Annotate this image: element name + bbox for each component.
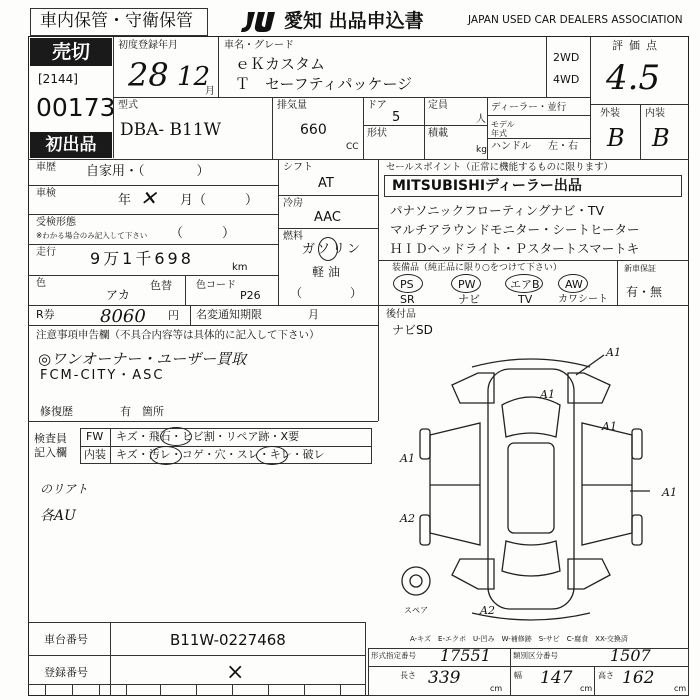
model-label: 型式 bbox=[118, 100, 138, 111]
equipment-ps: PS bbox=[400, 278, 414, 291]
fuel-gas-circle bbox=[318, 237, 338, 261]
equipment-aw-circle bbox=[558, 274, 588, 293]
section-divider bbox=[28, 159, 689, 160]
damage-mark-5: A2 bbox=[400, 512, 415, 525]
color-value: アカ bbox=[106, 288, 130, 302]
width-value: 147 bbox=[540, 668, 573, 688]
displacement-unit: CC bbox=[346, 142, 359, 152]
width-label: 幅 bbox=[514, 671, 522, 680]
new-record-value: 有・無 bbox=[626, 285, 663, 299]
sales-points-label: セールスポイント（正常に機能するものに限ります） bbox=[386, 162, 614, 173]
equipment-navi: ナビ bbox=[458, 293, 480, 306]
length-value: 339 bbox=[428, 668, 461, 688]
damage-mark-2: A1 bbox=[540, 388, 555, 401]
notes-label: 注意事項申告欄（不具合内容等は具体的に記入して下さい） bbox=[36, 329, 320, 341]
after-market-label: 後付品 bbox=[386, 309, 416, 320]
doors-label: ドア bbox=[367, 100, 387, 111]
model-value: DBA- B11W bbox=[120, 120, 222, 140]
inspector-row1-head: FW bbox=[86, 430, 104, 443]
grade-line2: Ｔ セーフティパッケージ bbox=[235, 75, 413, 93]
damage-mark-6: A2 bbox=[480, 604, 495, 617]
inspector-row2-head: 内装 bbox=[84, 448, 106, 461]
inspector-label2: 記入欄 bbox=[34, 446, 67, 459]
capacity-unit: 人 bbox=[476, 114, 486, 125]
color-code-label: 色コード bbox=[196, 280, 236, 291]
handle-label: ハンドル bbox=[491, 141, 531, 152]
plate-label: 登録番号 bbox=[44, 666, 88, 679]
shift-value: AT bbox=[318, 176, 334, 191]
accepted-note: ※わかる場合のみ記入して下さい bbox=[36, 231, 148, 240]
equipment-label: 装備品（純正品に限り○をつけて下さい） bbox=[392, 263, 562, 273]
color-label: 色 bbox=[36, 278, 46, 289]
repair-value: 有 箇所 bbox=[120, 405, 164, 418]
inspector-hand-note1: のリアト bbox=[40, 482, 89, 496]
exterior-grade: B bbox=[607, 124, 625, 152]
ac-label: 冷房 bbox=[283, 198, 303, 209]
load-label: 積載 bbox=[428, 128, 448, 139]
fuel-label: 燃料 bbox=[283, 231, 303, 242]
equipment-aw: AW bbox=[565, 278, 583, 291]
drive-2wd: 2WD bbox=[553, 51, 580, 64]
damage-mark-7: A1 bbox=[602, 420, 617, 433]
damage-mark-1: A1 bbox=[606, 346, 621, 359]
repair-label: 修復歴 bbox=[40, 405, 73, 418]
registration-month-unit: 月 bbox=[205, 86, 215, 97]
color-code: P26 bbox=[240, 289, 261, 302]
equipment-pw-circle bbox=[451, 274, 481, 293]
handle-options: 左・右 bbox=[548, 141, 578, 152]
notes-line2: FCM-CITY・ASC bbox=[40, 368, 165, 383]
first-listing-badge: 初出品 bbox=[30, 132, 112, 158]
history-value: 自家用・（ ） bbox=[86, 164, 210, 179]
class-value: 1507 bbox=[610, 646, 651, 665]
height-unit: cm bbox=[674, 684, 687, 693]
car-damage-diagram bbox=[380, 345, 689, 625]
damage-legend: A-キズ E-エクボ U-凹み W-補修跡 S-サビ C-腐食 XX-交換済 bbox=[410, 635, 628, 643]
name-change-label: 名変通知期限 bbox=[196, 308, 262, 321]
interior-grade: B bbox=[652, 124, 670, 152]
inspector-wear-circle bbox=[256, 446, 288, 465]
inspector-hand-note2: 各AU bbox=[40, 508, 76, 524]
cert-label: 形式指定番号 bbox=[371, 651, 416, 660]
exterior-label: 外装 bbox=[600, 108, 620, 119]
grade-label: 車名・グレード bbox=[224, 40, 294, 51]
inspection-month-unit: 月（ ） bbox=[180, 193, 259, 208]
sold-badge: 売切 bbox=[30, 38, 112, 66]
sales-points-line4: ＨＩＤヘッドライト・Ｐスタートスマートキ bbox=[390, 241, 640, 256]
lot-number: 00173 bbox=[36, 93, 116, 122]
displacement-label: 排気量 bbox=[277, 100, 307, 111]
lot-code: [2144] bbox=[38, 72, 78, 86]
equipment-airbag-circle bbox=[505, 274, 543, 293]
equipment-sr: SR bbox=[400, 293, 415, 306]
equipment-tv: TV bbox=[518, 293, 533, 306]
height-label: 高さ bbox=[598, 671, 614, 680]
ac-value: AAC bbox=[314, 210, 341, 225]
length-unit: cm bbox=[490, 684, 503, 693]
registration-month: 12 bbox=[177, 62, 211, 92]
recycle-label: R券 bbox=[36, 308, 55, 321]
dealer-import-label: ディーラー・並行 bbox=[491, 102, 567, 113]
accepted-label: 受検形態 bbox=[36, 217, 76, 228]
mileage-value: 9万1千698 bbox=[90, 249, 194, 268]
length-label: 長さ bbox=[400, 671, 416, 680]
sales-points-line3: マルチアラウンドモニター・シートヒーター bbox=[390, 222, 640, 237]
equipment-ps-circle bbox=[393, 274, 423, 293]
capacity-label: 定員 bbox=[428, 100, 448, 111]
inspection-label: 車検 bbox=[36, 188, 56, 199]
inspector-label1: 検査員 bbox=[34, 432, 67, 445]
accepted-paren: （ ） bbox=[170, 226, 236, 241]
shift-label: シフト bbox=[283, 162, 313, 173]
fuel-gas: ガソリン bbox=[302, 242, 363, 257]
class-label: 類別区分番号 bbox=[513, 651, 558, 660]
inspection-x-mark: ✕ bbox=[140, 186, 157, 210]
equipment-pw: PW bbox=[458, 278, 476, 291]
notes-line1: ◎ワンオーナー・ユーザー買取 bbox=[38, 350, 247, 368]
inspection-year-unit: 年 bbox=[118, 193, 132, 208]
chassis-label: 車台番号 bbox=[44, 633, 88, 646]
fuel-diesel: 軽油 bbox=[312, 265, 345, 279]
equipment-seat: カワシート bbox=[558, 294, 608, 305]
interior-label: 内装 bbox=[645, 108, 665, 119]
chassis-value: B11W-0227468 bbox=[170, 631, 286, 649]
plate-value: × bbox=[226, 660, 245, 685]
fuel-other: （ ） bbox=[290, 286, 363, 300]
doors-value: 5 bbox=[392, 110, 401, 125]
association-name: JAPAN USED CAR DEALERS ASSOCIATION bbox=[468, 14, 683, 26]
drive-4wd: 4WD bbox=[553, 73, 580, 86]
spare-label: スペア bbox=[404, 606, 428, 615]
after-market-value: ナビSD bbox=[392, 323, 433, 337]
rating-score: 4.5 bbox=[606, 58, 661, 98]
ju-logo bbox=[240, 10, 280, 34]
damage-mark-4: A1 bbox=[662, 486, 677, 499]
mileage-label: 走行 bbox=[36, 247, 56, 258]
recycle-unit: 円 bbox=[168, 309, 179, 322]
name-change-unit: 月 bbox=[308, 308, 319, 321]
inspector-chip-circle bbox=[160, 427, 192, 446]
damage-mark-3: A1 bbox=[400, 452, 415, 465]
new-record-label: 新車保証 bbox=[624, 264, 656, 273]
shape-label: 形状 bbox=[367, 128, 387, 139]
width-unit: cm bbox=[580, 684, 593, 693]
cert-value: 17551 bbox=[440, 646, 491, 665]
recycle-value: 8060 bbox=[100, 306, 146, 327]
mileage-unit: km bbox=[232, 262, 248, 273]
sales-points-line2: パナソニックフローティングナビ・TV bbox=[390, 203, 605, 218]
color-change-label: 色替 bbox=[150, 279, 172, 292]
displacement-value: 660 bbox=[300, 122, 327, 138]
inspector-row2-text: キズ・汚レ・コゲ・穴・スレ・キレ・破レ bbox=[116, 448, 325, 461]
sales-points-dealer: MITSUBISHIディーラー出品 bbox=[392, 178, 582, 194]
equipment-airbag: エアB bbox=[510, 278, 540, 291]
grade-line1: ｅＫカスタム bbox=[235, 55, 326, 73]
load-unit: kg bbox=[476, 145, 487, 155]
rating-label: 評価点 bbox=[612, 39, 663, 52]
dealer-model-year-label: モデル年式 bbox=[491, 120, 515, 138]
height-value: 162 bbox=[622, 668, 655, 688]
storage-label: 車内保管・守衛保管 bbox=[40, 11, 193, 31]
registration-label: 初度登録年月 bbox=[118, 40, 178, 51]
inspector-row1-text: キズ・飛石・ヒビ割・リペア跡・X要 bbox=[116, 430, 300, 443]
inspector-stain-circle bbox=[150, 446, 182, 465]
form-title: 愛知 出品申込書 bbox=[284, 10, 424, 32]
registration-year: 28 bbox=[128, 56, 169, 94]
history-label: 車歴 bbox=[36, 162, 56, 173]
